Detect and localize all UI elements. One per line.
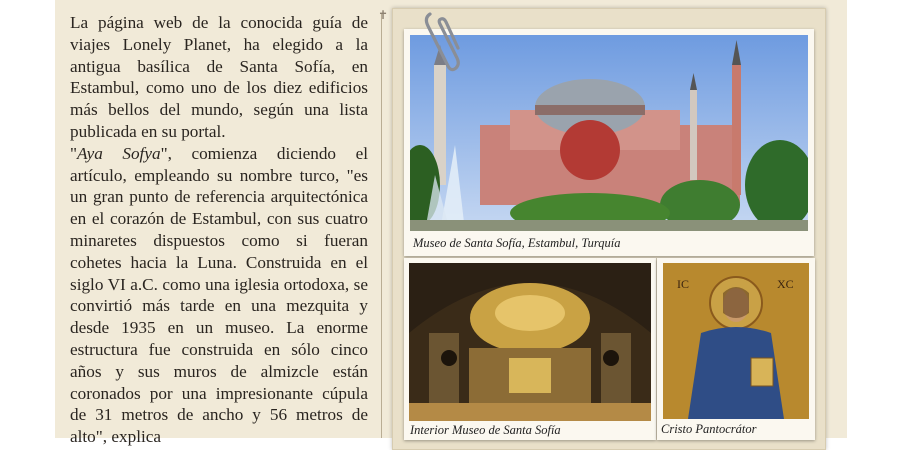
quote-open: " [70,143,78,163]
aya-sofya-italic: Aya Sofya [77,143,161,163]
mosaic-letter-left: IC [677,277,689,291]
article-paragraph-2 [70,143,368,448]
pin-icon: ✝ [378,8,389,22]
mosaic-letter-right: XC [777,277,794,291]
main-photo-card [404,29,814,256]
column-divider [381,14,382,438]
mosaic-photo-caption: Cristo Pantocrátor [661,422,757,436]
article-paragraph-2-rest: ", comienza diciendo el artículo, empleando su nombre turco, "es un gran punto de referencia arquitectónica en el corazón de Estambul, con sus cuatro minaretes dispuestos como si fueran cohetes hacia la Luna. Construida en el siglo VI a.C. como una iglesia ortodoxa, se convirtió más tarde en una mezquita y desde 1935 en un museo. La enorme estructura fue construida en sólo cinco años y sus muros de almizcle están coronados por una impresionante cúpula de 31 metros de ancho y 56 metros de alto", explica [70,143,368,447]
article-text [70,12,368,448]
hagia-sophia-exterior-photo [410,35,808,231]
article-paragraph-1: La página web de la conocida guía de viajes Lonely Planet, ha elegido a la antigua basílica de Santa Sofía, en Estambul, como uno de los diez edificios más bellos del mundo, según una lista publicada en su portal. [70,13,368,141]
cristo-pantocrator-mosaic [663,263,809,419]
paperclip-icon [420,8,464,72]
main-photo-caption: Museo de Santa Sofía, Estambul, Turquía [413,236,621,250]
mosaic-photo-card [657,258,815,440]
hagia-sophia-interior-photo [409,263,651,421]
interior-photo-caption: Interior Museo de Santa Sofía [410,423,561,437]
interior-photo-card [404,258,656,440]
